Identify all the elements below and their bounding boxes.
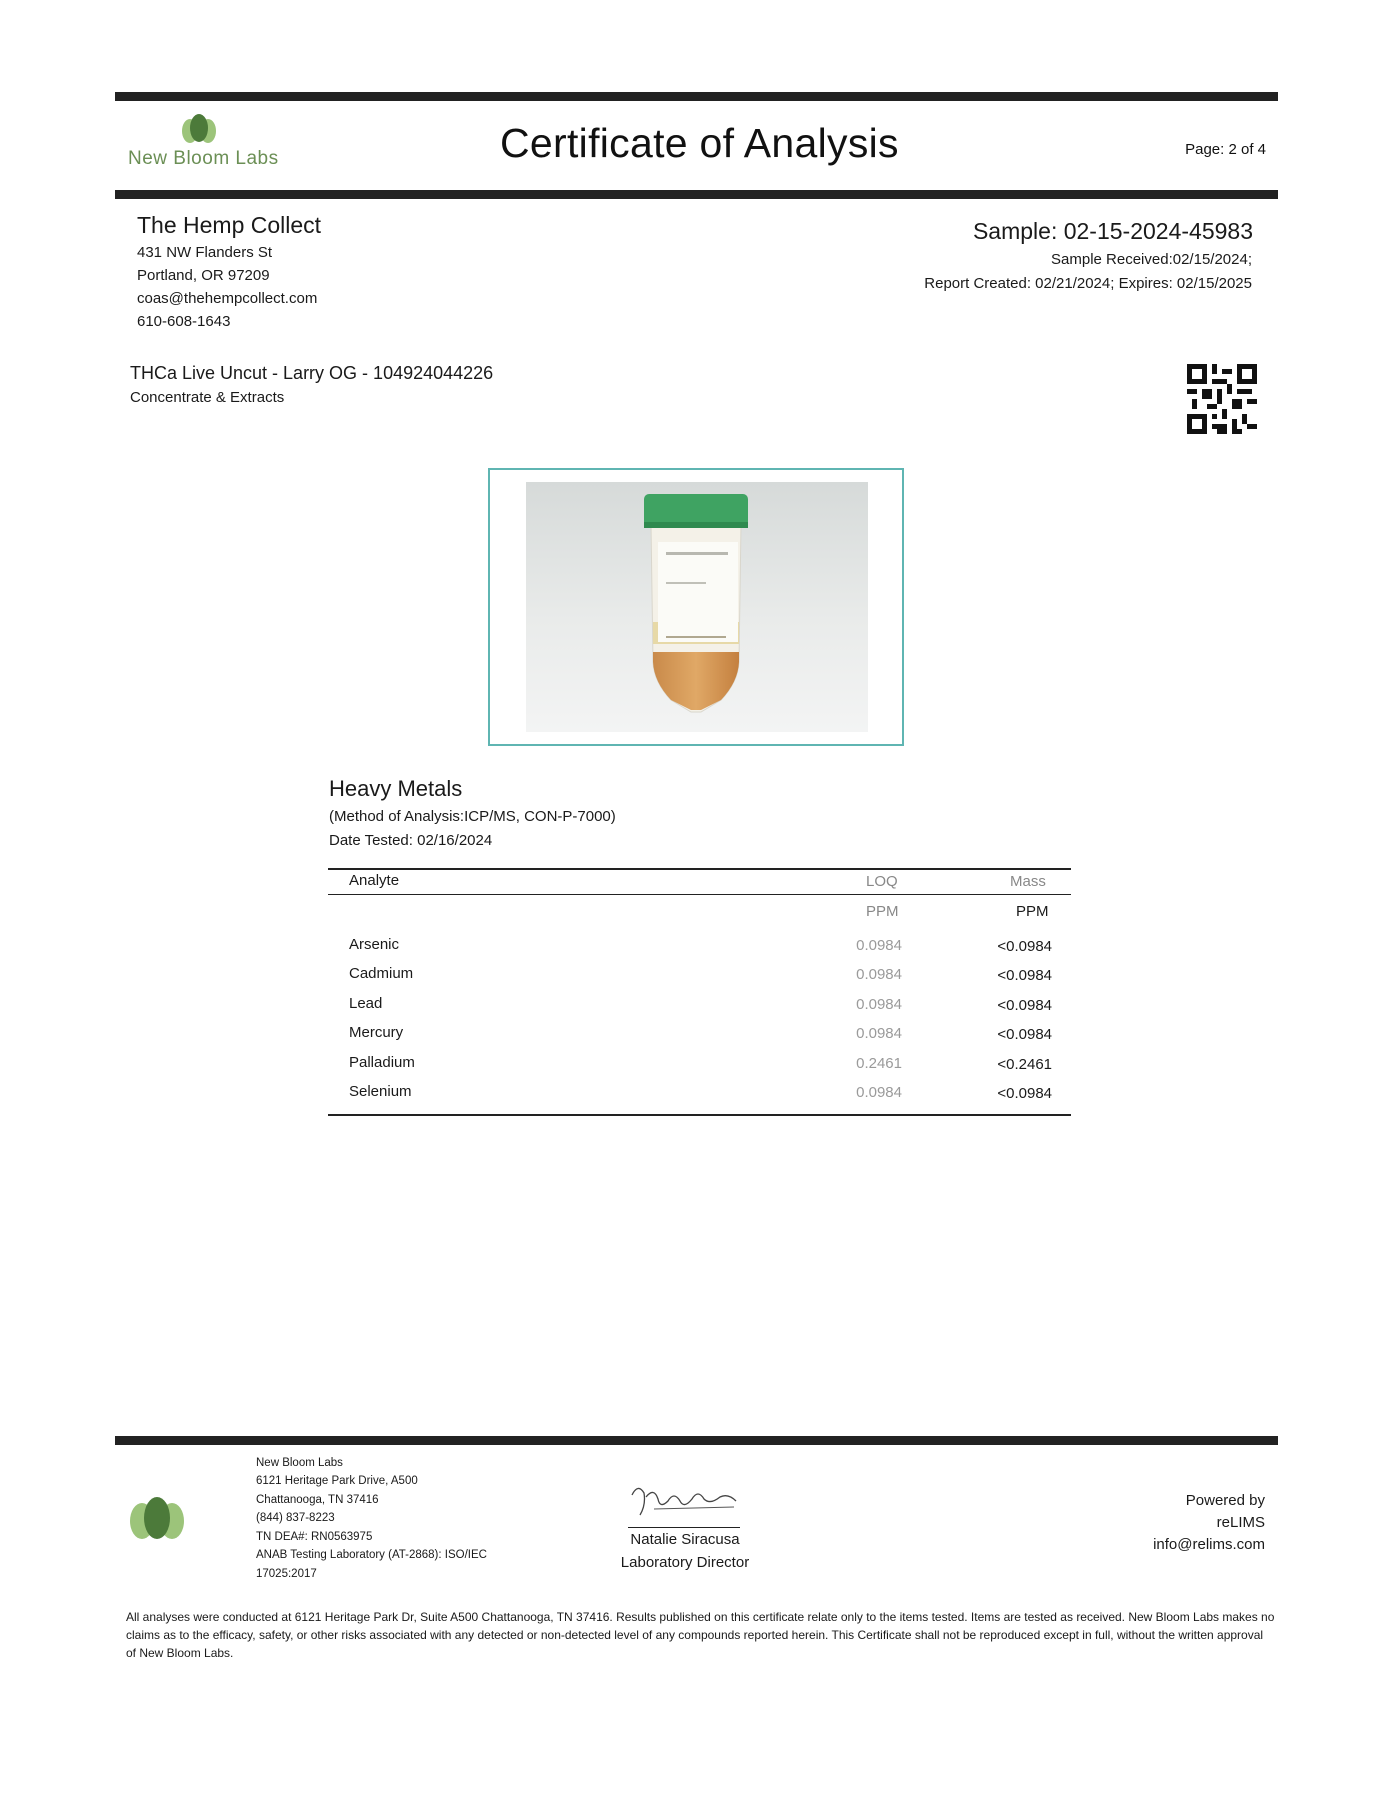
header-bottom-rule (115, 190, 1278, 199)
lab-logo-icon (178, 112, 220, 151)
lab-accreditation-standard: 17025:2017 (256, 1568, 317, 1580)
analyte-name: Mercury (349, 1024, 404, 1041)
client-name: The Hemp Collect (137, 212, 322, 238)
lab-address-line-2: Chattanooga, TN 37416 (256, 1494, 379, 1506)
analyte-loq: 0.0984 (856, 1025, 902, 1042)
signer-name: Natalie Siracusa (630, 1531, 740, 1548)
table-header-rule (328, 894, 1071, 895)
unit-mass: PPM (1016, 903, 1049, 920)
footer-top-rule (115, 1436, 1278, 1445)
disclaimer: All analyses were conducted at 6121 Heritage Park Dr, Suite A500 Chattanooga, TN 37416. Results published on this certificate relate only to the items tested. Items are tested as received. New Bloom Labs makes no claims as to the efficacy, safety, or other risks associated with any detected or non-detected level of any compounds reported herein. This Certificate shall not be reproduced except in full, without the written approval of New Bloom Labs. (126, 1610, 1275, 1660)
table-top-rule (328, 868, 1071, 870)
lab-dea-number: TN DEA#: RN0563975 (256, 1531, 373, 1543)
sample-received: Sample Received:02/15/2024; (1051, 251, 1252, 268)
footer-logo-icon (125, 1493, 189, 1550)
analyte-name: Selenium (349, 1083, 412, 1100)
analyte-loq: 0.0984 (856, 937, 902, 954)
qr-code-icon (1187, 364, 1257, 439)
client-phone: 610-608-1643 (137, 313, 231, 330)
analyte-name: Palladium (349, 1054, 415, 1071)
sample-vial-icon (526, 482, 868, 732)
product-name: THCa Live Uncut - Larry OG - 104924044226 (130, 363, 494, 383)
header-top-rule (115, 92, 1278, 101)
analyte-name: Lead (349, 995, 383, 1012)
unit-loq: PPM (866, 903, 899, 920)
analyte-name: Arsenic (349, 936, 400, 953)
sample-photo-frame (488, 468, 904, 746)
powered-by-email: info@relims.com (1153, 1536, 1265, 1553)
column-header-mass: Mass (1010, 873, 1046, 890)
signature-line (628, 1527, 740, 1528)
analyte-loq: 0.0984 (856, 996, 902, 1013)
table-bottom-rule (328, 1114, 1071, 1116)
analyte-mass: <0.0984 (997, 938, 1052, 955)
product-category: Concentrate & Extracts (130, 389, 285, 406)
client-address-line-2: Portland, OR 97209 (137, 267, 270, 284)
analyte-loq: 0.0984 (856, 966, 902, 983)
analyte-mass: <0.0984 (997, 1085, 1052, 1102)
powered-by-label: Powered by (1185, 1492, 1265, 1509)
column-header-loq: LOQ (866, 873, 898, 890)
sample-id: Sample: 02-15-2024-45983 (972, 218, 1253, 244)
analyte-loq: 0.2461 (856, 1055, 902, 1072)
client-email: coas@thehempcollect.com (137, 290, 318, 307)
client-address-line-1: 431 NW Flanders St (137, 244, 273, 261)
page-title: Certificate of Analysis (500, 120, 899, 166)
powered-by-name: reLIMS (1216, 1514, 1265, 1531)
report-dates: Report Created: 02/21/2024; Expires: 02/15/2025 (924, 275, 1252, 292)
lab-address-line-1: 6121 Heritage Park Drive, A500 (256, 1475, 418, 1487)
page-number: Page: 2 of 4 (1185, 141, 1266, 158)
date-tested: Date Tested: 02/16/2024 (329, 832, 493, 849)
lab-name: New Bloom Labs (256, 1457, 343, 1469)
director-signature (624, 1475, 744, 1530)
lab-logo-text: New Bloom Labs (128, 148, 279, 169)
lab-phone: (844) 837-8223 (256, 1512, 335, 1524)
analyte-loq: 0.0984 (856, 1084, 902, 1101)
analyte-mass: <0.0984 (997, 1026, 1052, 1043)
section-title: Heavy Metals (329, 776, 463, 801)
sample-photo (526, 482, 868, 732)
column-header-analyte: Analyte (349, 872, 400, 889)
signer-title: Laboratory Director (620, 1554, 750, 1571)
analyte-name: Cadmium (349, 965, 414, 982)
lab-accreditation: ANAB Testing Laboratory (AT-2868): ISO/IEC (256, 1549, 487, 1561)
analyte-mass: <0.0984 (997, 967, 1052, 984)
analyte-mass: <0.2461 (997, 1056, 1052, 1073)
analyte-mass: <0.0984 (997, 997, 1052, 1014)
method-of-analysis: (Method of Analysis:ICP/MS, CON-P-7000) (329, 808, 616, 825)
